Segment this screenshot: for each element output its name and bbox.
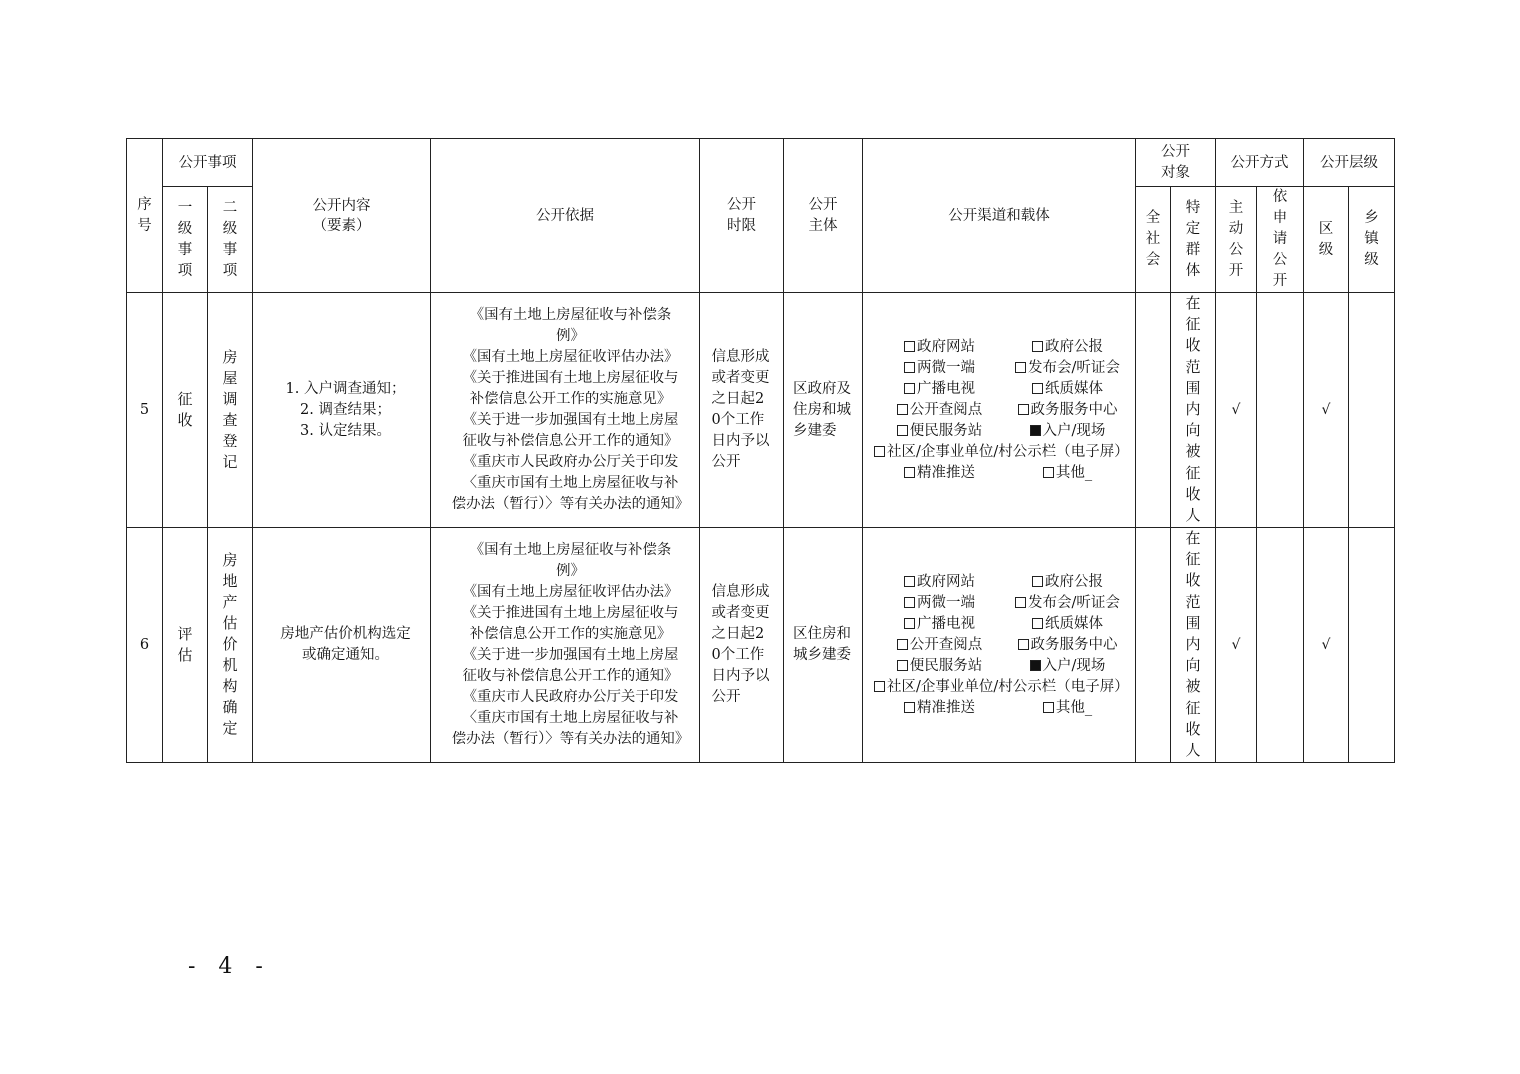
row-limit: 信息形成或者变更之日起20个工作日内予以公开 [700, 293, 784, 528]
channel-two-wei: 两微一端 [874, 358, 1005, 379]
page-number: - 4 - [188, 954, 271, 979]
header-level2: 二级事项 [208, 187, 253, 293]
header-subject: 公开主体 [784, 139, 863, 293]
row-level1: 征收 [163, 293, 208, 528]
row-channels [863, 528, 1136, 763]
row-level-district: √ [1304, 293, 1349, 528]
channel-push: 精准推送 [874, 698, 1005, 719]
checked-box-icon [1030, 660, 1041, 671]
header-target: 公开对象 [1136, 139, 1216, 187]
channel-radio-tv: 广播电视 [874, 379, 1005, 400]
table-row [127, 528, 1395, 763]
header-row-1 [127, 139, 1395, 187]
table-row [127, 293, 1395, 528]
row-basis: 《国有土地上房屋征收与补偿条 例》 《国有土地上房屋征收评估办法》 《关于推进国有土地上房屋征收与 补偿信息公开工作的实施意见》 《关于进一步加强国有土地上房屋 征收与补偿信息公开工作的通知》 《重庆市人民政府办公厅关于印发 〈重庆市国有土地上房屋征收与补 偿办法（暂行）〉等有关办法的通知》 [431, 293, 700, 528]
channel-gov-gazette: 政府公报 [1005, 572, 1130, 593]
channel-gov-website: 政府网站 [874, 337, 1005, 358]
row-seq: 5 [127, 293, 163, 528]
row-method-apply [1257, 293, 1304, 528]
channel-gov-gazette: 政府公报 [1005, 337, 1130, 358]
row-target-all [1136, 528, 1171, 763]
header-level: 公开层级 [1304, 139, 1395, 187]
header-level1: 一级事项 [163, 187, 208, 293]
row-level2: 房地产估价机构确定 [208, 528, 253, 763]
channel-onsite: 入户/现场 [1005, 656, 1130, 677]
channel-two-wei: 两微一端 [874, 593, 1005, 614]
channel-push: 精准推送 [874, 463, 1005, 484]
row-subject: 区住房和城乡建委 [784, 528, 863, 763]
row-level-town [1349, 293, 1395, 528]
row-target-specific: 在征收范围内向被征收人 [1171, 293, 1216, 528]
header-target-all: 全社会 [1136, 187, 1171, 293]
channel-paper: 纸质媒体 [1005, 379, 1130, 400]
header-level-town: 乡镇级 [1349, 187, 1395, 293]
channel-press: 发布会/听证会 [1005, 593, 1130, 614]
header-method-apply: 依申请公开 [1257, 187, 1304, 293]
row-level1: 评估 [163, 528, 208, 763]
header-channels: 公开渠道和载体 [863, 139, 1136, 293]
header-target-specific: 特定群体 [1171, 187, 1216, 293]
row-level-town [1349, 528, 1395, 763]
row-limit: 信息形成或者变更之日起20个工作日内予以公开 [700, 528, 784, 763]
row-content: 1. 入户调查通知； 2. 调查结果； 3. 认定结果。 [253, 293, 431, 528]
channel-gov-website: 政府网站 [874, 572, 1005, 593]
checked-box-icon [1030, 425, 1041, 436]
channel-onsite: 入户/现场 [1005, 421, 1130, 442]
row-method-active: √ [1216, 528, 1257, 763]
header-content: 公开内容 （要素） [253, 139, 431, 293]
header-basis: 公开依据 [431, 139, 700, 293]
row-level-district: √ [1304, 528, 1349, 763]
channel-paper: 纸质媒体 [1005, 614, 1130, 635]
channel-bulletin: 社区/企事业单位/村公示栏（电子屏） [874, 677, 1124, 698]
header-method: 公开方式 [1216, 139, 1304, 187]
channel-convenience-station: 便民服务站 [874, 421, 1005, 442]
channel-service-center: 政务服务中心 [1005, 635, 1130, 656]
channel-convenience-station: 便民服务站 [874, 656, 1005, 677]
row-subject: 区政府及住房和城乡建委 [784, 293, 863, 528]
header-level-district: 区级 [1304, 187, 1349, 293]
row-method-active: √ [1216, 293, 1257, 528]
row-channels [863, 293, 1136, 528]
disclosure-table [126, 138, 1395, 763]
channel-press: 发布会/听证会 [1005, 358, 1130, 379]
row-basis: 《国有土地上房屋征收与补偿条 例》 《国有土地上房屋征收评估办法》 《关于推进国有土地上房屋征收与 补偿信息公开工作的实施意见》 《关于进一步加强国有土地上房屋 征收与补偿信息公开工作的通知》 《重庆市人民政府办公厅关于印发 〈重庆市国有土地上房屋征收与补 偿办法（暂行）〉等有关办法的通知》 [431, 528, 700, 763]
channel-reading-point: 公开查阅点 [874, 400, 1005, 421]
row-seq: 6 [127, 528, 163, 763]
channel-reading-point: 公开查阅点 [874, 635, 1005, 656]
row-method-apply [1257, 528, 1304, 763]
row-target-specific: 在征收范围内向被征收人 [1171, 528, 1216, 763]
channel-radio-tv: 广播电视 [874, 614, 1005, 635]
header-items: 公开事项 [163, 139, 253, 187]
channel-service-center: 政务服务中心 [1005, 400, 1130, 421]
row-level2: 房屋调查登记 [208, 293, 253, 528]
header-limit: 公开时限 [700, 139, 784, 293]
header-method-active: 主动公开 [1216, 187, 1257, 293]
header-seq: 序号 [127, 139, 163, 293]
row-target-all [1136, 293, 1171, 528]
row-content: 房地产估价机构选定 或确定通知。 [253, 528, 431, 763]
channel-bulletin: 社区/企事业单位/村公示栏（电子屏） [874, 442, 1124, 463]
channel-other: 其他_ [1005, 698, 1130, 719]
channel-other: 其他_ [1005, 463, 1130, 484]
